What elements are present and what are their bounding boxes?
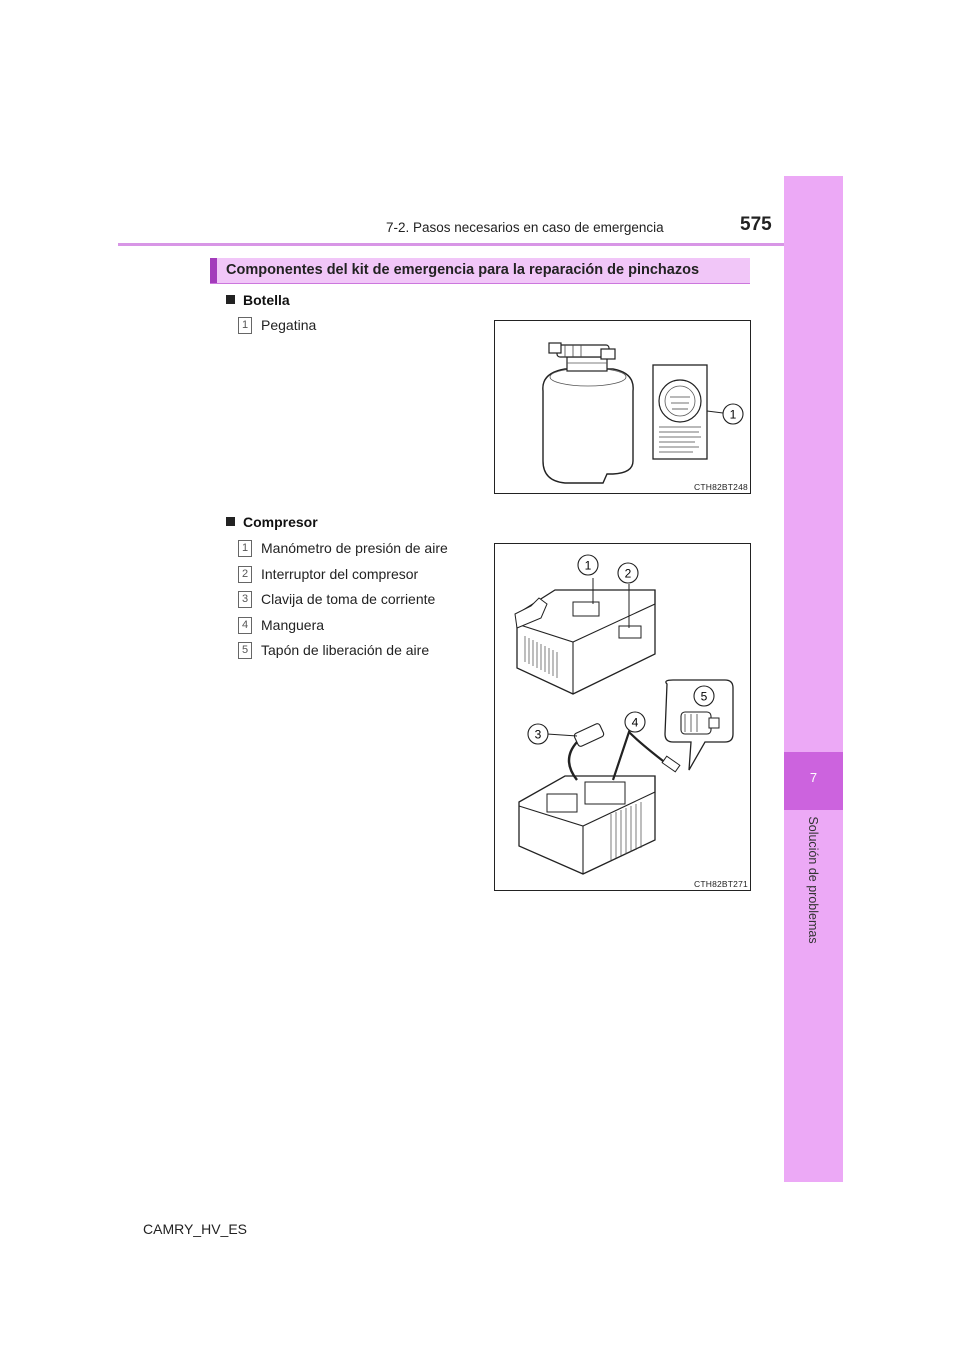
compressor-illustration	[495, 544, 750, 890]
callout-3: 3	[534, 727, 542, 742]
bottle-figure	[494, 320, 751, 494]
item-number-badge: 1	[238, 540, 252, 557]
bottle-heading	[226, 292, 290, 308]
compressor-item-label: Interruptor del compresor	[261, 566, 419, 582]
bottle-item-label: Pegatina	[261, 317, 317, 333]
model-code: CAMRY_HV_ES	[143, 1221, 248, 1237]
figure-code: CTH82BT248	[694, 482, 748, 492]
item-number-badge: 4	[238, 617, 252, 634]
item-number-badge: 3	[238, 591, 252, 608]
compressor-item-label: Manómetro de presión de aire	[261, 540, 448, 556]
callout-1: 1	[584, 558, 592, 573]
compressor-heading	[226, 514, 318, 530]
callout-4: 4	[631, 715, 639, 730]
item-number-badge: 5	[238, 642, 252, 659]
section-underline	[210, 283, 750, 284]
chapter-number: 7	[809, 770, 818, 785]
compressor-heading-text: Compresor	[243, 514, 318, 530]
compressor-item-label: Manguera	[261, 617, 325, 633]
compressor-item-label: Clavija de toma de corriente	[261, 591, 436, 607]
chapter-label: Solución de problemas	[806, 816, 820, 944]
bottle-illustration	[495, 321, 750, 493]
compressor-item-label: Tapón de liberación de aire	[261, 642, 430, 658]
item-number-badge: 1	[238, 317, 252, 334]
square-bullet-icon	[226, 517, 235, 526]
item-number-badge: 2	[238, 566, 252, 583]
callout-1: 1	[729, 407, 737, 422]
figure-code: CTH82BT271	[694, 879, 748, 889]
callout-5: 5	[700, 689, 708, 704]
callout-2: 2	[624, 566, 632, 581]
running-header: 7-2. Pasos necesarios en caso de emergencia	[386, 220, 664, 235]
section-title: Componentes del kit de emergencia para la reparación de pinchazos	[226, 262, 700, 278]
header-divider	[118, 243, 784, 246]
square-bullet-icon	[226, 295, 235, 304]
chapter-side-tab	[784, 176, 843, 1182]
compressor-figure	[494, 543, 751, 891]
bottle-heading-text: Botella	[243, 292, 290, 308]
page-number: 575	[740, 214, 772, 235]
